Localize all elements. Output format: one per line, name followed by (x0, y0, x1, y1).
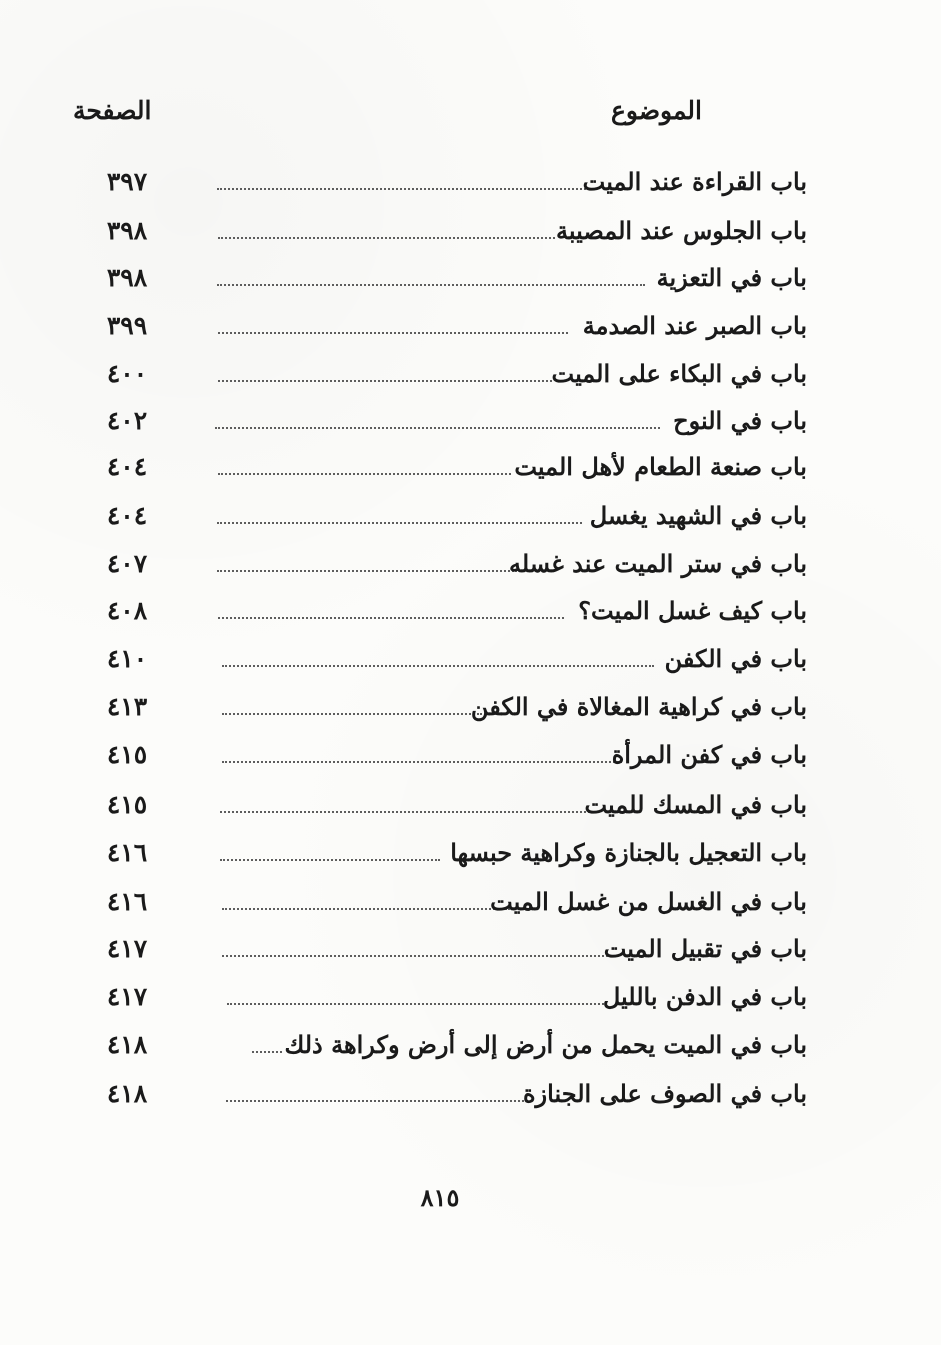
dot-leader (252, 1051, 282, 1053)
toc-page-number: ٤١٣ (106, 692, 148, 721)
toc-title: باب في تقبيل الميت (603, 934, 807, 963)
dot-leader (222, 955, 612, 957)
toc-entry (0, 734, 941, 776)
toc-entry (0, 928, 941, 970)
toc-page-number: ٣٩٨ (106, 216, 148, 245)
toc-title: باب الجلوس عند المصيبة (556, 216, 807, 245)
toc-title: باب في الغسل من غسل الميت (490, 887, 807, 916)
toc-title: باب في الدفن بالليل (602, 982, 807, 1011)
toc-page-number: ٣٩٩ (106, 311, 148, 340)
toc-title: باب في التعزية (656, 263, 807, 292)
toc-title: باب في النوح (673, 406, 807, 435)
dot-leader (218, 617, 564, 619)
dot-leader (222, 761, 622, 763)
toc-page-number: ٤١٠ (106, 644, 148, 673)
toc-entry (0, 881, 941, 923)
toc-page-number: ٤٠٤ (106, 452, 148, 481)
toc-entry (0, 590, 941, 632)
toc-title: باب في الكفن (664, 644, 807, 673)
toc-page-number: ٤٠٨ (106, 596, 148, 625)
toc-page-number: ٣٩٧ (106, 167, 148, 196)
toc-entry (0, 353, 941, 395)
toc-title: باب التعجيل بالجنازة وكراهية حبسها (450, 838, 807, 867)
toc-entry (0, 1024, 941, 1066)
toc-page-number: ٤١٧ (106, 982, 148, 1011)
toc-page-number: ٤١٦ (106, 887, 148, 916)
toc-entry (0, 210, 941, 252)
toc-page-number: ٤١٥ (106, 740, 148, 769)
dot-leader (222, 713, 482, 715)
toc-title: باب في المسك للميت (584, 790, 807, 819)
page-number: ٨١٥ (420, 1183, 460, 1212)
toc-page-number: ٤٠٤ (106, 501, 148, 530)
toc-title: باب في ستر الميت عند غسله (508, 549, 807, 578)
dot-leader (217, 522, 582, 524)
toc-page-number: ٤٠٢ (106, 406, 148, 435)
toc-title: باب الصبر عند الصدمة (582, 311, 807, 340)
toc-title: باب القراءة عند الميت (582, 167, 807, 196)
toc-entry (0, 784, 941, 826)
dot-leader (218, 237, 555, 239)
dot-leader (226, 1100, 532, 1102)
toc-title: باب كيف غسل الميت؟ (578, 596, 807, 625)
dot-leader (220, 811, 590, 813)
toc-title: باب في كراهية المغالاة في الكفن (470, 692, 807, 721)
toc-entry (0, 446, 941, 488)
dot-leader (222, 908, 510, 910)
topic-column-heading: الموضوع (611, 96, 702, 125)
toc-page-number: ٤١٥ (106, 790, 148, 819)
dot-leader (217, 570, 517, 572)
toc-entry (0, 400, 941, 442)
toc-entry (0, 976, 941, 1018)
toc-page-number: ٤١٧ (106, 934, 148, 963)
toc-entry (0, 686, 941, 728)
toc-page-number: ٤١٨ (106, 1030, 148, 1059)
dot-leader (218, 332, 568, 334)
toc-title: باب في كفن المرأة (611, 740, 807, 769)
toc-entry (0, 305, 941, 347)
page-column-heading: الصفحة (73, 96, 152, 125)
toc-entry (0, 832, 941, 874)
toc-page-number: ٣٩٨ (106, 263, 148, 292)
toc-page-number: ٤١٨ (106, 1079, 148, 1108)
toc-entry (0, 1073, 941, 1115)
toc-entry (0, 638, 941, 680)
dot-leader (217, 188, 589, 190)
toc-entry (0, 495, 941, 537)
toc-page-number: ٤٠٠ (106, 359, 148, 388)
dot-leader (217, 284, 645, 286)
toc-title: باب في الميت يحمل من أرض إلى أرض وكراهة ذلك (284, 1030, 807, 1059)
toc-title: باب صنعة الطعام لأهل الميت (514, 452, 807, 481)
toc-entry (0, 161, 941, 203)
toc-title: باب في الصوف على الجنازة (522, 1079, 807, 1108)
dot-leader (227, 1003, 607, 1005)
dot-leader (218, 380, 552, 382)
toc-title: باب في البكاء على الميت (551, 359, 807, 388)
toc-title: باب في الشهيد يغسل (589, 501, 807, 530)
toc-entry (0, 543, 941, 585)
toc-page-number: ٤١٦ (106, 838, 148, 867)
dot-leader (220, 859, 440, 861)
dot-leader (218, 473, 511, 475)
toc-entry (0, 257, 941, 299)
dot-leader (215, 427, 660, 429)
toc-page-number: ٤٠٧ (106, 549, 148, 578)
dot-leader (222, 665, 654, 667)
